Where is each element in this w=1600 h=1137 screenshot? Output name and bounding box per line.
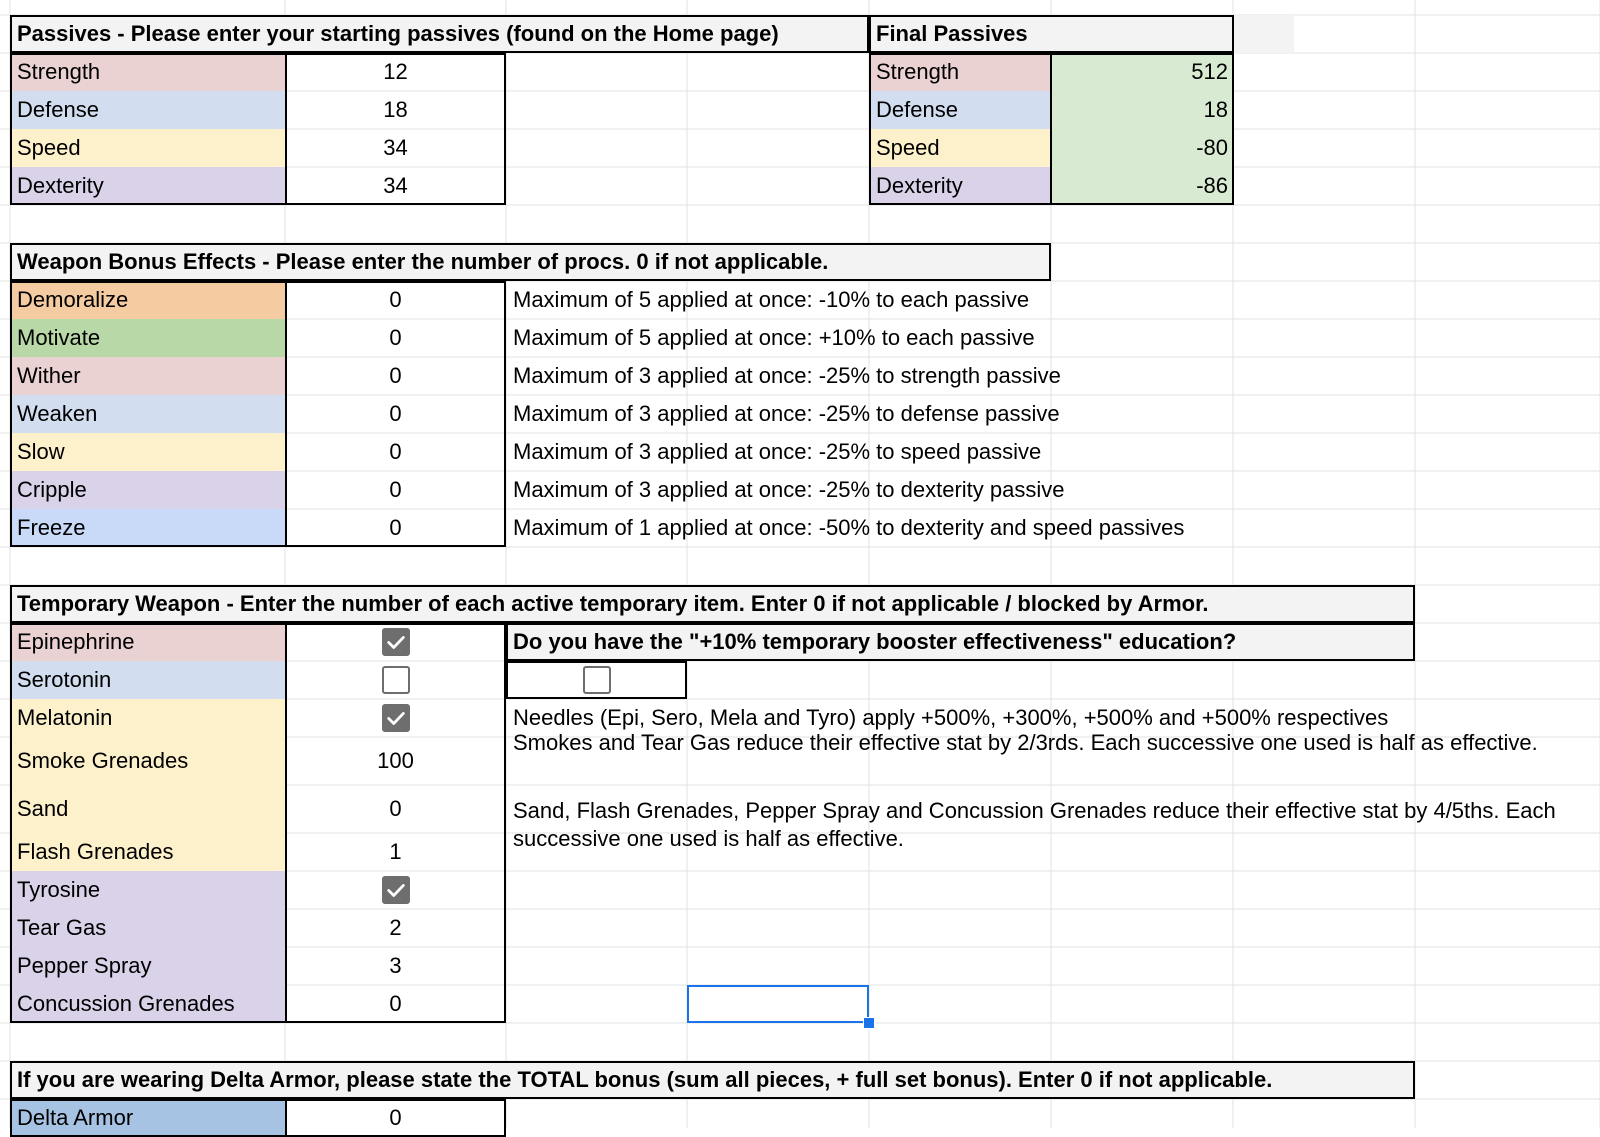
passive-label-speed: Speed: [10, 129, 285, 167]
final-label-dexterity: Dexterity: [869, 167, 1051, 205]
education-question: Do you have the "+10% temporary booster effectiveness" education?: [506, 623, 1415, 661]
delta-value-border: [285, 1099, 506, 1137]
passives-value-border: [285, 53, 506, 205]
bonus-input-motivate[interactable]: 0: [389, 325, 402, 350]
temp-label-epinephrine: Epinephrine: [10, 623, 285, 661]
temporary-header-border: [10, 585, 1415, 623]
final-header-border: [869, 15, 1234, 53]
weapon-bonus-header: Weapon Bonus Effects - Please enter the number of procs. 0 if not applicable.: [10, 243, 1051, 281]
bonus-desc-motivate: Maximum of 5 applied at once: +10% to each passive: [513, 325, 1035, 350]
temp-input-flash-grenades[interactable]: 1: [389, 839, 402, 864]
final-value-speed: -80: [1051, 129, 1234, 167]
bonus-label-freeze: Freeze: [10, 509, 285, 547]
final-value-strength: 512: [1051, 53, 1234, 91]
temp-label-flash-grenades: Flash Grenades: [10, 833, 285, 871]
note-smokes: Smokes and Tear Gas reduce their effective stat by 2/3rds. Each successive one used is half as effective.: [513, 730, 1538, 755]
temp-label-tyrosine: Tyrosine: [10, 871, 285, 909]
bonus-desc-wither: Maximum of 3 applied at once: -25% to strength passive: [513, 363, 1061, 388]
bonus-input-slow[interactable]: 0: [389, 439, 402, 464]
bonus-desc-freeze: Maximum of 1 applied at once: -50% to dexterity and speed passives: [513, 515, 1185, 540]
fill-handle[interactable]: [863, 1017, 875, 1029]
bonus-desc-demoralize: Maximum of 5 applied at once: -10% to each passive: [513, 287, 1030, 312]
temp-input-tear-gas[interactable]: 2: [389, 915, 402, 940]
final-label-border: [869, 53, 1052, 205]
temp-input-sand[interactable]: 0: [389, 796, 402, 821]
delta-input[interactable]: 0: [389, 1105, 402, 1130]
temp-label-smoke-grenades: Smoke Grenades: [10, 737, 285, 785]
education-question-border: [506, 623, 1415, 661]
final-value-defense: 18: [1051, 91, 1234, 129]
bonus-input-wither[interactable]: 0: [389, 363, 402, 388]
bonus-desc-slow: Maximum of 3 applied at once: -25% to speed passive: [513, 439, 1042, 464]
weapon-bonus-header-border: [10, 243, 1051, 281]
passive-input-dexterity[interactable]: 34: [383, 173, 408, 198]
bonus-label-wither: Wither: [10, 357, 285, 395]
final-label-speed: Speed: [869, 129, 1051, 167]
passive-label-defense: Defense: [10, 91, 285, 129]
bonus-label-cripple: Cripple: [10, 471, 285, 509]
passives-header: Passives - Please enter your starting passives (found on the Home page): [10, 15, 869, 53]
temp-label-concussion-grenades: Concussion Grenades: [10, 985, 285, 1023]
temp-label-pepper-spray: Pepper Spray: [10, 947, 285, 985]
temp-input-smoke-grenades[interactable]: 100: [377, 748, 414, 773]
passive-label-dexterity: Dexterity: [10, 167, 285, 205]
bonus-input-freeze[interactable]: 0: [389, 515, 402, 540]
bonus-input-cripple[interactable]: 0: [389, 477, 402, 502]
delta-header: If you are wearing Delta Armor, please state the TOTAL bonus (sum all pieces, + full set bonus). Enter 0 if not applicable.: [10, 1061, 1415, 1099]
bonus-input-weaken[interactable]: 0: [389, 401, 402, 426]
bonus-desc-cripple: Maximum of 3 applied at once: -25% to dexterity passive: [513, 477, 1065, 502]
bonus-label-motivate: Motivate: [10, 319, 285, 357]
weapon-bonus-value-border: [285, 281, 506, 547]
temp-label-sand: Sand: [10, 785, 285, 833]
delta-label: Delta Armor: [10, 1099, 285, 1137]
final-label-defense: Defense: [869, 91, 1051, 129]
active-cell-selection[interactable]: [687, 985, 869, 1023]
temp-label-serotonin: Serotonin: [10, 661, 285, 699]
delta-header-border: [10, 1061, 1415, 1099]
passives-header-border: [10, 15, 869, 53]
temporary-header: Temporary Weapon - Enter the number of each active temporary item. Enter 0 if not applicable / blocked by Armor.: [10, 585, 1415, 623]
temp-input-pepper-spray[interactable]: 3: [389, 953, 402, 978]
bonus-label-weaken: Weaken: [10, 395, 285, 433]
passive-input-defense[interactable]: 18: [383, 97, 408, 122]
temporary-value-border: [285, 623, 506, 1023]
note-sand: Sand, Flash Grenades, Pepper Spray and Concussion Grenades reduce their effective stat by 4/5ths. Each successive one used is half as effective.: [513, 798, 1556, 851]
temp-input-concussion-grenades[interactable]: 0: [389, 991, 402, 1016]
final-passives-header: Final Passives: [869, 15, 1294, 53]
final-label-strength: Strength: [869, 53, 1051, 91]
final-value-dexterity: -86: [1051, 167, 1234, 205]
passive-input-strength[interactable]: 12: [383, 59, 408, 84]
temp-label-tear-gas: Tear Gas: [10, 909, 285, 947]
passive-label-strength: Strength: [10, 53, 285, 91]
temp-label-melatonin: Melatonin: [10, 699, 285, 737]
bonus-desc-weaken: Maximum of 3 applied at once: -25% to defense passive: [513, 401, 1060, 426]
passive-input-speed[interactable]: 34: [383, 135, 408, 160]
bonus-input-demoralize[interactable]: 0: [389, 287, 402, 312]
bonus-label-demoralize: Demoralize: [10, 281, 285, 319]
education-checkbox-border: [506, 661, 687, 699]
note-needles: Needles (Epi, Sero, Mela and Tyro) apply +500%, +300%, +500% and +500% respectives: [513, 705, 1389, 730]
bonus-label-slow: Slow: [10, 433, 285, 471]
